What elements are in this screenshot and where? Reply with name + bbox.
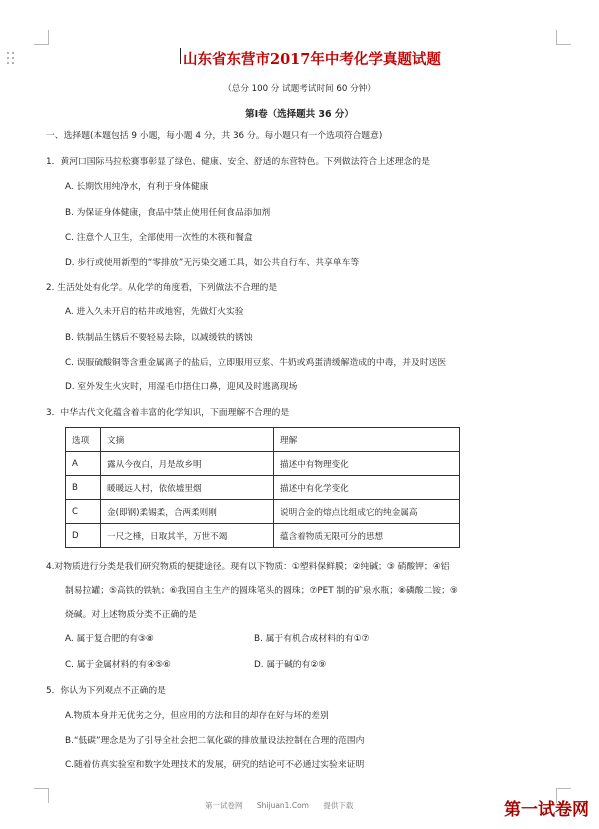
- question-2-option-b: B. 铁制品生锈后不要轻易去除，以减缓铁的锈蚀: [65, 333, 253, 343]
- table-row: [66, 452, 460, 476]
- crop-mark-top-right: [556, 30, 571, 45]
- table-header-cell: 文摘: [101, 428, 274, 452]
- table-cell: 一尺之棰，日取其半，万世不竭: [101, 524, 274, 548]
- table-row: [66, 476, 460, 500]
- question-4-option-d: D. 属于碱的有②⑨: [254, 660, 327, 670]
- question-2-option-a: A. 进入久未开启的枯井或地窖，先做灯火实验: [65, 307, 244, 317]
- table-header-cell: 选项: [66, 428, 101, 452]
- table-cell: 描述中有化学变化: [274, 476, 460, 500]
- table-row: [66, 500, 460, 524]
- table-header-cell: 理解: [274, 428, 460, 452]
- table-row: [66, 524, 460, 548]
- watermark-logo: 第一试卷网: [504, 800, 589, 820]
- table-cell: C: [66, 500, 101, 524]
- question-4-line-3: 烧碱。对上述物质分类不正确的是: [65, 610, 197, 620]
- question-4-option-c: C. 属于金属材料的有④⑤⑥: [65, 660, 171, 670]
- question-3-table: [65, 427, 460, 548]
- table-header-row: [66, 428, 460, 452]
- page-footer: [205, 800, 365, 811]
- table-cell: 露从今夜白，月是故乡明: [101, 452, 274, 476]
- table-cell: 描述中有物理变化: [274, 452, 460, 476]
- question-2-option-d: D. 室外发生火灾时，用湿毛巾捂住口鼻，迎风及时逃离现场: [65, 382, 298, 392]
- question-1-option-b: B. 为保证身体健康，食品中禁止使用任何食品添加剂: [65, 208, 271, 218]
- question-4-line-2: 制易拉罐；⑤高铁的铁轨；⑥我国自主生产的圆珠笔头的圆珠；⑦PET 制的矿泉水瓶；⑧磷酸二铵；⑨: [65, 586, 458, 596]
- question-1-option-c: C. 注意个人卫生，全部使用一次性的木筷和餐盒: [65, 233, 253, 243]
- table-cell: D: [66, 524, 101, 548]
- question-2-stem: 2. 生活处处有化学。从化学的角度看，下列做法不合理的是: [46, 283, 278, 293]
- question-4-line-1: 4.对物质进行分类是我们研究物质的便捷途径。现有以下物质：①塑料保鲜膜；②纯碱；③ 硝酸钾；④铝: [46, 562, 450, 572]
- text-cursor: [180, 48, 181, 64]
- question-1-option-d: D. 步行或使用新型的“零排放”无污染交通工具，如公共自行车、共享单车等: [65, 258, 360, 268]
- question-4-option-a: A. 属于复合肥的有③⑧: [65, 634, 154, 644]
- table-cell: B: [66, 476, 101, 500]
- section-heading: 第Ⅰ卷（选择题共 36 分）: [245, 109, 354, 120]
- table-cell: A: [66, 452, 101, 476]
- question-2-option-c: C. 误服硫酸铜等含重金属离子的盐后，立即服用豆浆、牛奶或鸡蛋清缓解造成的中毒，并及时送医: [65, 358, 447, 368]
- crop-mark-top-left: [34, 30, 49, 45]
- footer-site-url[interactable]: Shijuan1.Com: [256, 801, 309, 810]
- table-cell: 金(即钢)柔锡柔，合两柔则刚: [101, 500, 274, 524]
- question-4-option-b: B. 属于有机合成材料的有①⑦: [254, 634, 370, 644]
- table-cell: 蕴含着物质无限可分的思想: [274, 524, 460, 548]
- question-3-stem: 3．中华古代文化蕴含着丰富的化学知识，下面理解不合理的是: [46, 408, 290, 418]
- exam-info: （总分 100 分 试题考试时间 60 分钟）: [223, 84, 376, 94]
- question-5-option-a: A.物质本身并无优劣之分，但应用的方法和目的却存在好与坏的差别: [65, 711, 329, 721]
- table-cell: 暖暖远人村，依依墟里烟: [101, 476, 274, 500]
- question-5-option-b: B.“低碳”理念是为了引导全社会把二氧化碳的排放量设法控制在合理的范围内: [65, 736, 365, 746]
- crop-mark-bottom-left: [34, 788, 49, 803]
- question-1-option-a: A. 长期饮用纯净水，有利于身体健康: [65, 182, 209, 192]
- drag-handle-icon[interactable]: [7, 52, 17, 66]
- question-5-stem: 5．你认为下列观点不正确的是: [46, 686, 166, 696]
- question-1-stem: 1．黄河口国际马拉松赛事彰显了绿色、健康、安全、舒适的东营特色。下列做法符合上述理念的是: [46, 157, 430, 167]
- instructions: 一、选择题(本题包括 9 小题，每小题 4 分，共 36 分。每小题只有一个选项符合题意): [46, 131, 383, 141]
- table-cell: 说明合金的熔点比组成它的纯金属高: [274, 500, 460, 524]
- footer-note: 提供下载: [323, 801, 354, 810]
- page-title: 山东省东营市2017年中考化学真题试题: [183, 51, 441, 68]
- question-5-option-c: C.随着仿真实验室和数字处理技术的发展，研究的结论可不必通过实验来证明: [65, 760, 365, 770]
- footer-site-name: 第一试卷网: [205, 801, 243, 810]
